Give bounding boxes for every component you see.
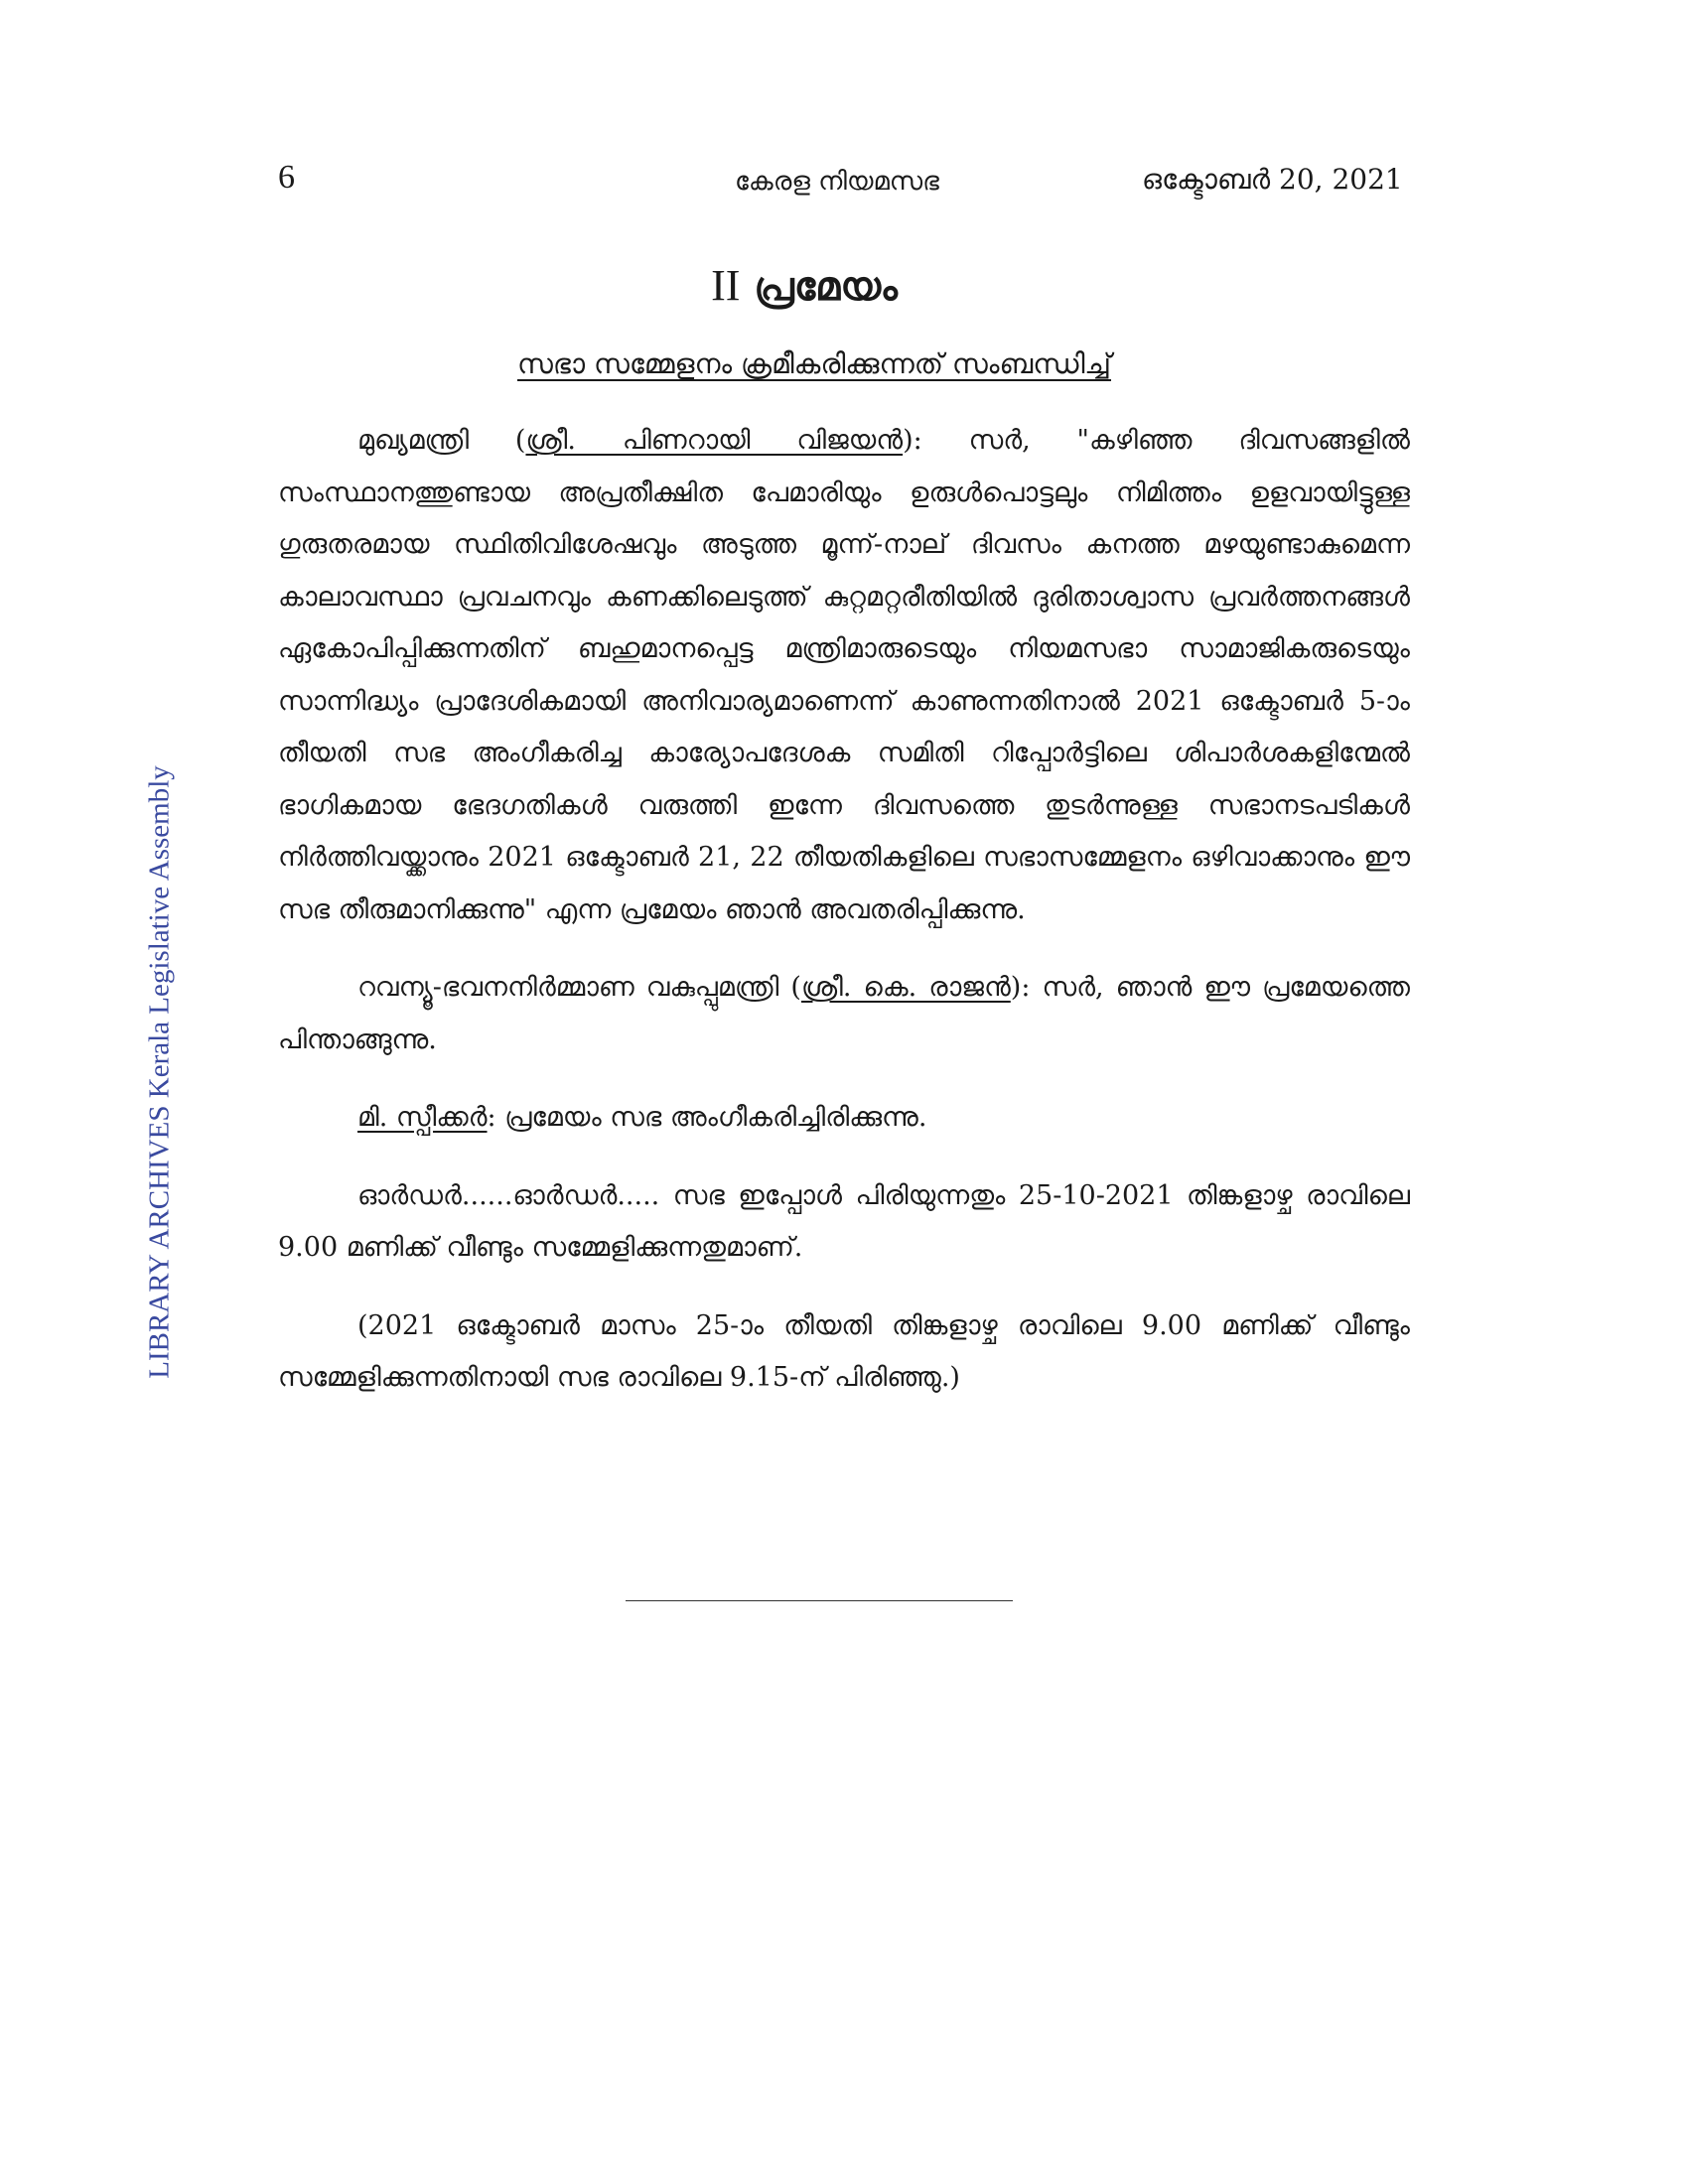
- paragraph-text: ഓർഡർ......ഓർഡർ..... സഭ ഇപ്പോൾ പിരിയുന്നതും 25-10-2021 തിങ്കളാഴ്ച രാവിലെ 9.00 മണിക്ക് വീണ്ടും സമ്മേളിക്കുന്നതുമാണ്.: [278, 1179, 1410, 1263]
- paragraph-text: ): സർ, "കഴിഞ്ഞ ദിവസങ്ങളിൽ സംസ്ഥാനത്തുണ്ടായ അപ്രതീക്ഷിത പേമാരിയും ഉരുൾപൊട്ടലും നിമിത്തം ഉളവായിട്ടുള്ള ഗുരുതരമായ സ്ഥിതിവിശേഷവും അടുത്ത മൂന്ന്-നാല് ദിവസം കനത്ത മഴയുണ്ടാകുമെന്ന കാലാവസ്ഥാ പ്രവചനവും കണക്കിലെടുത്ത് കുറ്റമറ്റരീതിയിൽ ദുരിതാശ്വാസ പ്രവർത്തനങ്ങൾ ഏകോപിപ്പിക്കുന്നതിന് ബഹുമാനപ്പെട്ട മന്ത്രിമാരുടെയും നിയമസഭാ സാമാജികരുടെയും സാന്നിദ്ധ്യം പ്രാദേശികമായി അനിവാര്യമാണെന്ന് കാണുന്നതിനാൽ 2021 ഒക്ടോബർ 5-ാം തീയതി സഭ അംഗീകരിച്ച കാര്യോപദേശക സമിതി റിപ്പോർട്ടിലെ ശിപാർശകളിന്മേൽ ഭാഗികമായ ഭേദഗതികൾ വരുത്തി ഇന്നേ ദിവസത്തെ തുടർന്നുള്ള സഭാനടപടികൾ നിർത്തിവയ്ക്കാനും 2021 ഒക്ടോബർ 21, 22 തീയതികളിലെ സഭാസമ്മേളനം ഒഴിവാക്കാനും ഈ സഭ തീരുമാനിക്കുന്നു" എന്ന പ്രമേയം ഞാൻ അവതരിപ്പിക്കുന്നു.: [278, 425, 1410, 925]
- paragraph-text: ): സർ, ഞാൻ ഈ പ്രമേയത്തെ പിന്താങ്ങുന്നു.: [278, 972, 1410, 1055]
- paragraph-motion: [278, 415, 1410, 936]
- section-title: [0, 260, 1609, 311]
- proceedings-body: [278, 415, 1410, 1431]
- section-heading: പ്രമേയം: [754, 263, 898, 310]
- paragraph-seconding: [278, 962, 1410, 1066]
- paragraph-adjournment: [278, 1170, 1410, 1275]
- end-divider: [626, 1600, 1013, 1601]
- paragraph-speaker-ruling: [278, 1092, 1410, 1145]
- paragraph-text: : പ്രമേയം സഭ അംഗീകരിച്ചിരിക്കുന്നു.: [487, 1102, 927, 1133]
- speaker-name: മി. സ്പീക്കർ: [357, 1102, 488, 1133]
- page-number: 6: [278, 159, 295, 196]
- speaker-name: ശ്രീ. കെ. രാജൻ: [800, 972, 1011, 1003]
- header-date: ഒക്ടോബർ 20, 2021: [1142, 163, 1403, 196]
- section-subtitle: സഭാ സമ്മേളനം ക്രമീകരിക്കുന്നത് സംബന്ധിച്ച്: [516, 347, 1112, 380]
- speaker-name: ശ്രീ. പിണറായി വിജയൻ: [525, 425, 904, 456]
- paragraph-closing-note: [278, 1300, 1410, 1405]
- speaker-designation: മുഖ്യമന്ത്രി (: [357, 425, 526, 456]
- running-title: കേരള നിയമസഭ: [735, 167, 939, 197]
- speaker-designation: റവന്യൂ-ഭവനനിർമ്മാണ വകുപ്പുമന്ത്രി (: [357, 972, 801, 1003]
- paragraph-text: (2021 ഒക്ടോബർ മാസം 25-ാം തീയതി തിങ്കളാഴ്ച രാവിലെ 9.00 മണിക്ക് വീണ്ടും സമ്മേളിക്കുന്നതിനായി സഭ രാവിലെ 9.15-ന് പിരിഞ്ഞു.): [278, 1309, 1410, 1393]
- archive-watermark: LIBRARY ARCHIVES Kerala Legislative Assembly: [143, 765, 176, 1379]
- section-roman-numeral: II: [711, 261, 741, 310]
